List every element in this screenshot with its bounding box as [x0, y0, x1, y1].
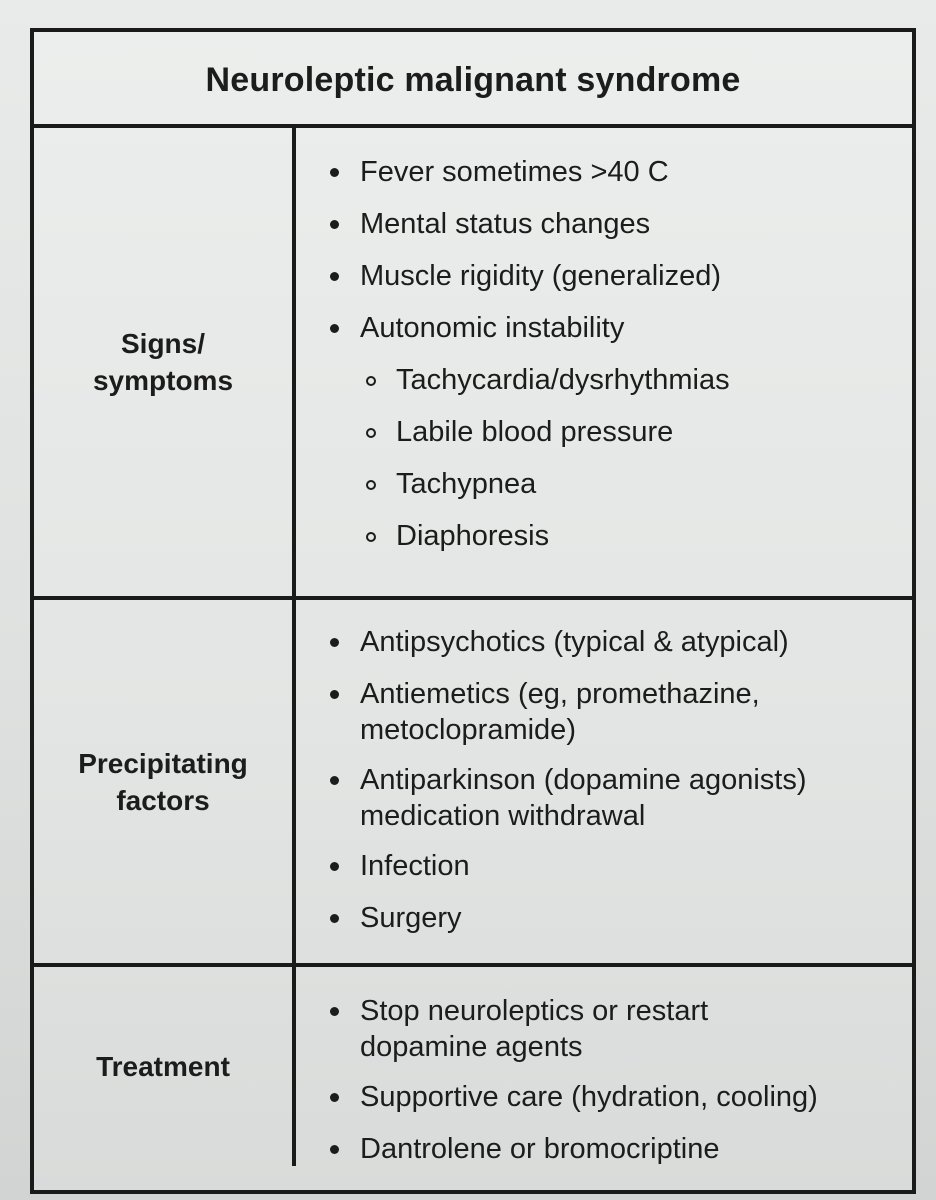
row-label-cell — [34, 600, 296, 963]
list-item — [326, 624, 912, 660]
bullet-icon — [330, 776, 339, 785]
row-label-treatment: Treatment — [96, 1051, 230, 1082]
bullet-icon — [330, 862, 339, 871]
list-item — [326, 1079, 912, 1115]
bullet-icon — [330, 914, 339, 923]
signs-list — [326, 154, 912, 554]
list-item-text: Surgery — [360, 902, 462, 934]
list-item-text: Tachycardia/dysrhythmias — [396, 364, 730, 396]
sub-list-item — [362, 414, 912, 450]
nms-table — [30, 28, 916, 1194]
list-item-text: Antiparkinson (dopamine agonists) medication withdrawal — [360, 764, 807, 832]
list-item — [326, 154, 912, 190]
list-item-text: Labile blood pressure — [396, 416, 674, 448]
row-label-cell — [34, 128, 296, 596]
list-item-text: Dantrolene or bromocriptine — [360, 1133, 720, 1165]
list-item-text: Antiemetics (eg, promethazine, metoclopramide) — [360, 678, 760, 746]
list-item-text: Fever sometimes >40 C — [360, 156, 669, 188]
bullet-icon — [330, 1145, 339, 1154]
list-item — [326, 258, 912, 294]
list-item-text: Autonomic instability — [360, 312, 625, 344]
row-content-cell — [296, 600, 912, 963]
sub-list-item — [362, 466, 912, 502]
bullet-icon — [330, 1007, 339, 1016]
row-signs-symptoms — [34, 128, 912, 596]
hollow-bullet-icon — [366, 532, 376, 542]
list-item — [326, 1131, 912, 1167]
table-title: Neuroleptic malignant syndrome — [205, 60, 741, 99]
list-item — [326, 206, 912, 242]
bullet-icon — [330, 220, 339, 229]
sub-list-item — [362, 518, 912, 554]
row-treatment — [34, 963, 912, 1166]
list-item — [326, 762, 880, 834]
row-content-cell — [296, 967, 912, 1166]
list-item — [326, 676, 830, 748]
list-item-text: Infection — [360, 850, 470, 882]
row-label-cell — [34, 967, 296, 1166]
list-item-text: Diaphoresis — [396, 520, 550, 552]
list-item-text: Supportive care (hydration, cooling) — [360, 1081, 818, 1113]
list-item — [326, 848, 912, 884]
row-label-signs-symptoms: Signs/ symptoms — [92, 328, 234, 396]
bullet-icon — [330, 272, 339, 281]
row-content-cell — [296, 128, 912, 596]
hollow-bullet-icon — [366, 428, 376, 438]
treatment-list — [326, 993, 912, 1167]
row-label-precipitating-factors: Precipitating factors — [78, 747, 248, 816]
list-item-text: Mental status changes — [360, 208, 651, 240]
list-item-text: Antipsychotics (typical & atypical) — [360, 626, 789, 658]
row-precipitating-factors — [34, 596, 912, 963]
bullet-icon — [330, 324, 339, 333]
hollow-bullet-icon — [366, 376, 376, 386]
list-item — [326, 900, 912, 936]
list-item-text: Tachypnea — [396, 468, 537, 500]
table-header — [34, 32, 912, 128]
sub-list-item — [362, 362, 912, 398]
hollow-bullet-icon — [366, 480, 376, 490]
list-item — [326, 310, 912, 346]
bullet-icon — [330, 168, 339, 177]
list-item-text: Stop neuroleptics or restart dopamine agents — [360, 995, 709, 1063]
precipitating-list — [326, 624, 912, 936]
bullet-icon — [330, 638, 339, 647]
list-item-text: Muscle rigidity (generalized) — [360, 260, 722, 292]
bullet-icon — [330, 690, 339, 699]
list-item — [326, 993, 810, 1065]
bullet-icon — [330, 1093, 339, 1102]
